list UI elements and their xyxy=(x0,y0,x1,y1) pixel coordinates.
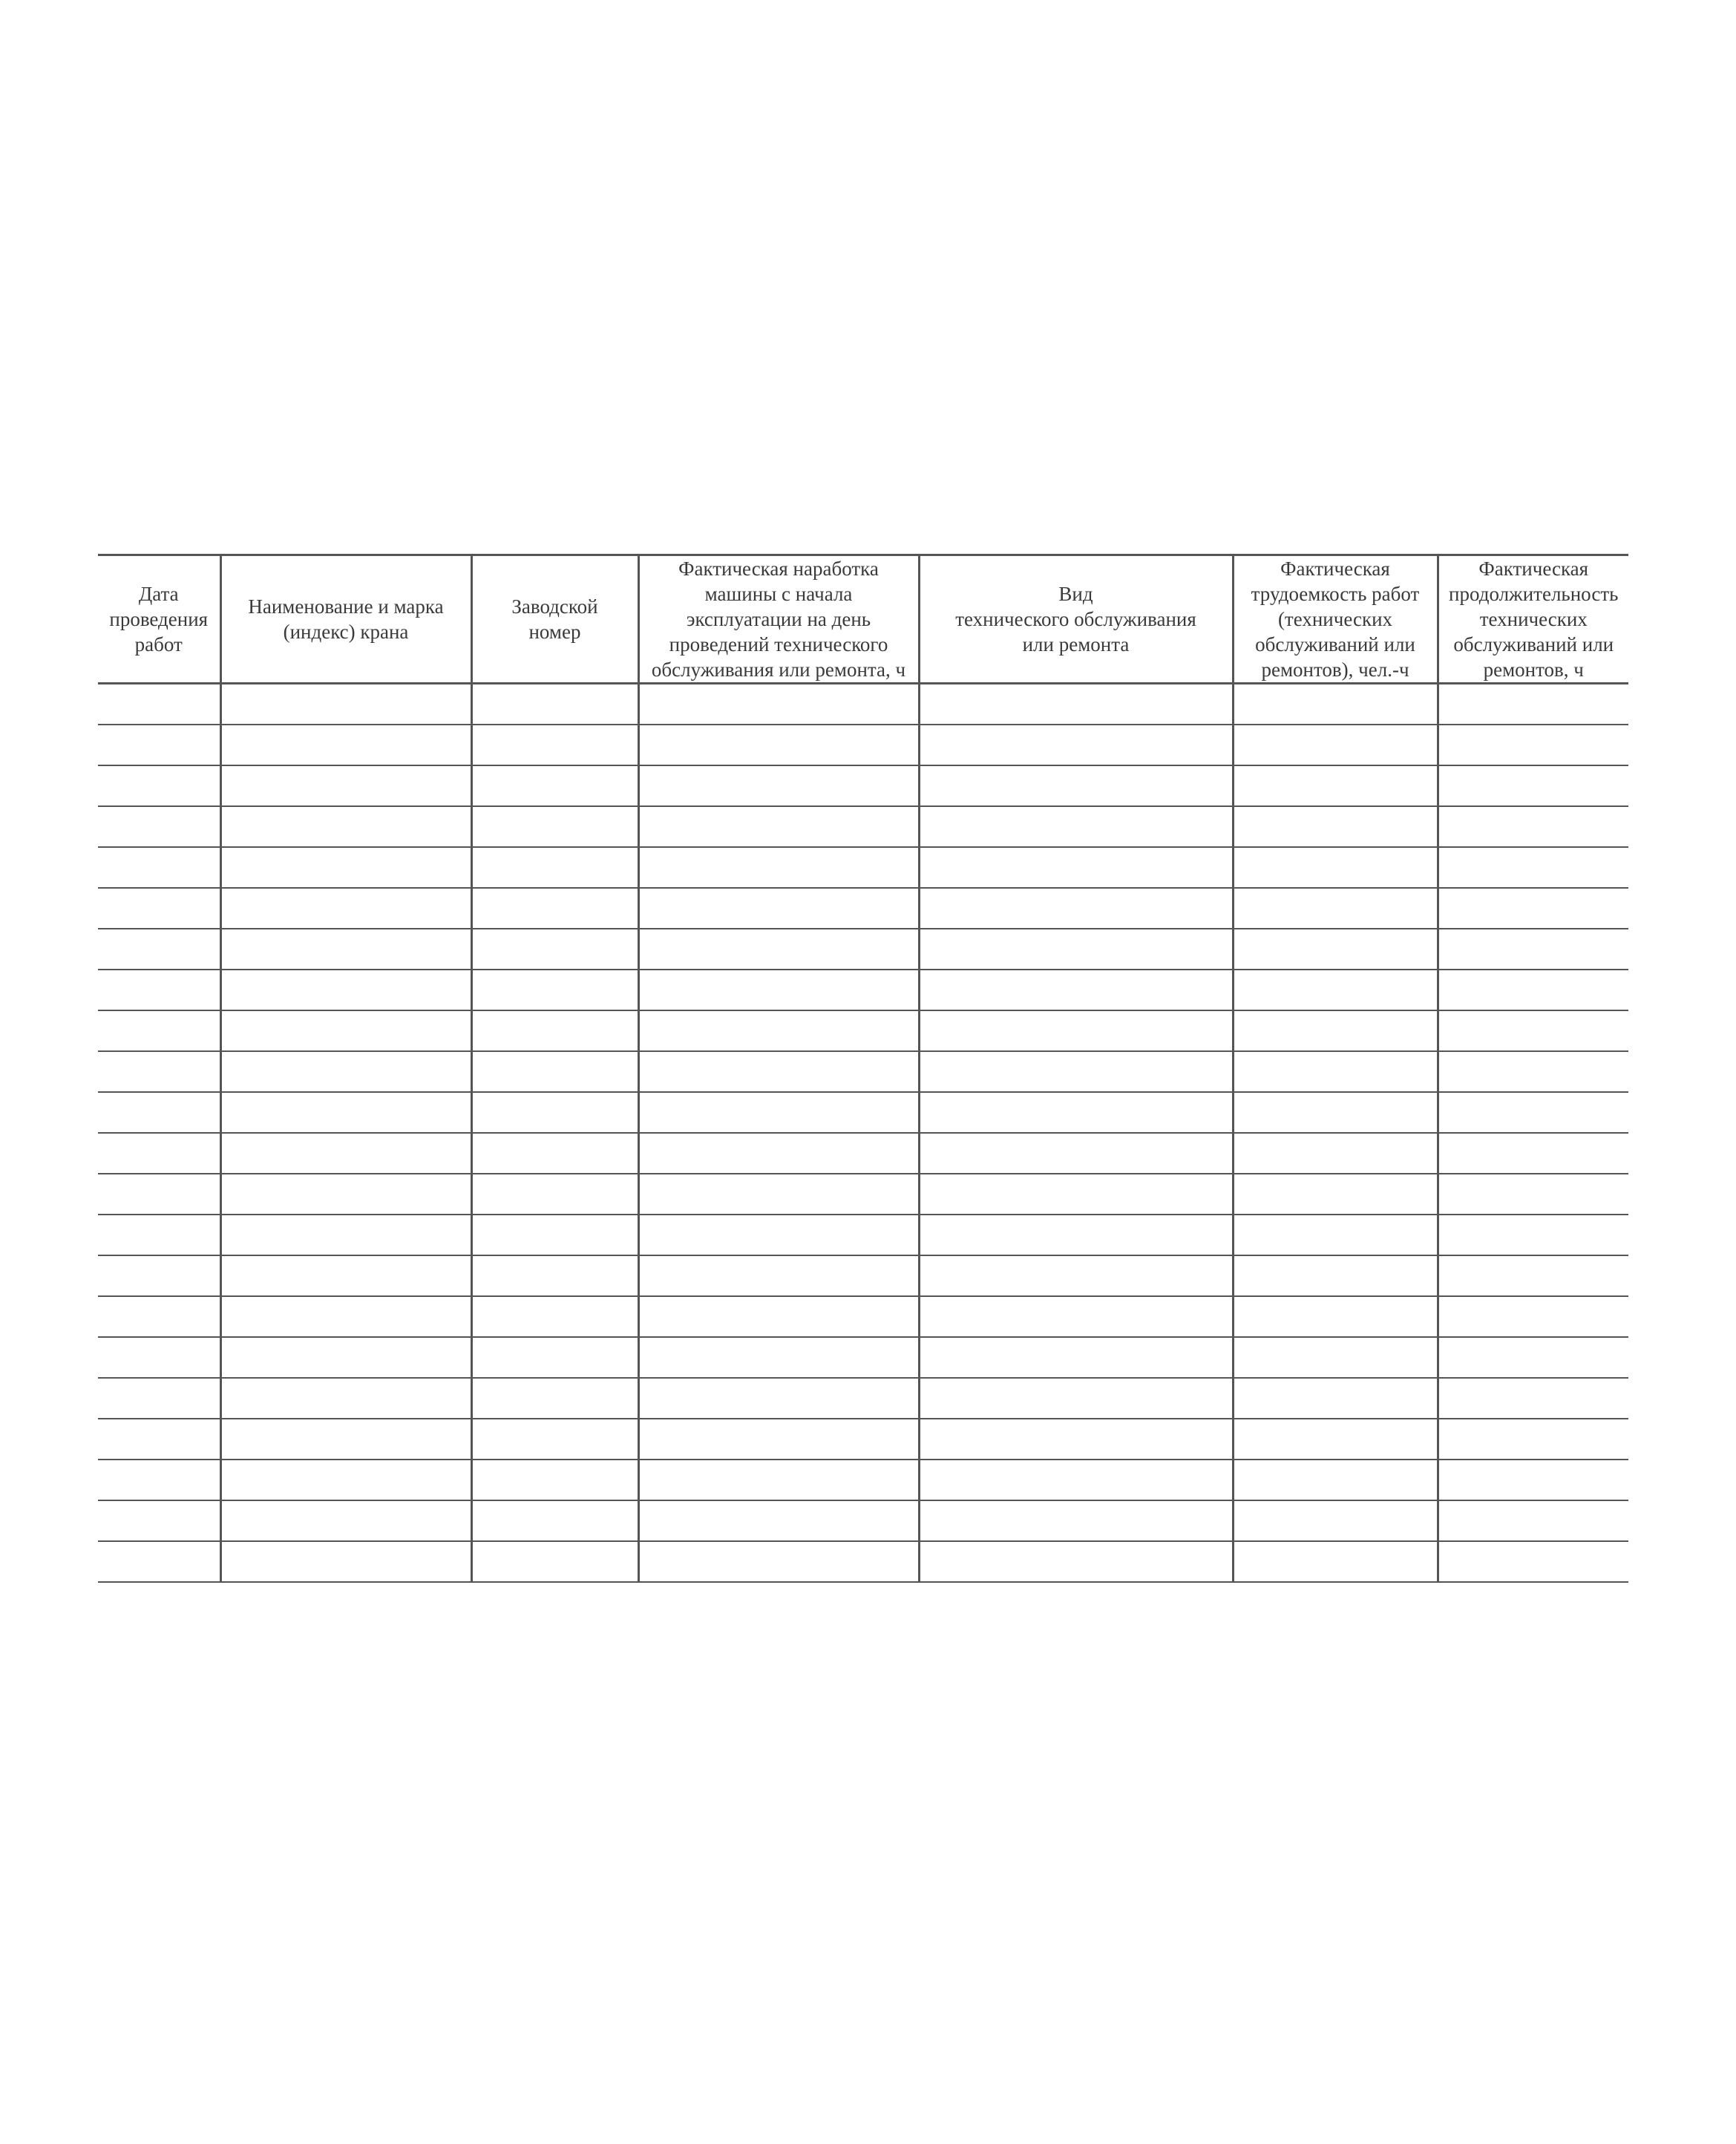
table-cell[interactable] xyxy=(1438,765,1628,806)
table-row xyxy=(98,888,1628,929)
table-cell[interactable] xyxy=(1233,1378,1438,1419)
table-cell[interactable] xyxy=(1233,1133,1438,1174)
table-row xyxy=(98,1051,1628,1092)
table-cell[interactable] xyxy=(919,1419,1233,1460)
table-cell[interactable] xyxy=(1438,725,1628,765)
table-cell[interactable] xyxy=(638,1378,919,1419)
table-row xyxy=(98,1460,1628,1500)
table-cell[interactable] xyxy=(471,1174,638,1215)
table-cell[interactable] xyxy=(220,765,471,806)
table-cell[interactable] xyxy=(919,1296,1233,1337)
table-cell[interactable] xyxy=(1438,1092,1628,1133)
table-cell[interactable] xyxy=(1438,970,1628,1010)
table-cell[interactable] xyxy=(1438,1378,1628,1419)
table-cell[interactable] xyxy=(638,1419,919,1460)
table-cell[interactable] xyxy=(1233,684,1438,725)
table-cell[interactable] xyxy=(919,1337,1233,1378)
table-cell[interactable] xyxy=(638,1133,919,1174)
table-cell[interactable] xyxy=(638,1174,919,1215)
table-cell[interactable] xyxy=(638,1092,919,1133)
table-row xyxy=(98,1255,1628,1296)
table-cell[interactable] xyxy=(919,1092,1233,1133)
table-cell[interactable] xyxy=(98,1419,220,1460)
table-cell[interactable] xyxy=(638,929,919,970)
table-cell[interactable] xyxy=(1438,1296,1628,1337)
table-cell[interactable] xyxy=(1233,1419,1438,1460)
header-labor-hours: Фактическая трудоемкость работ (технических обслуживаний или ремонтов), чел.-ч xyxy=(1233,555,1438,684)
table-cell[interactable] xyxy=(638,1010,919,1051)
table-cell[interactable] xyxy=(98,970,220,1010)
table-cell[interactable] xyxy=(919,888,1233,929)
table-cell[interactable] xyxy=(220,684,471,725)
table-cell[interactable] xyxy=(919,1378,1233,1419)
table-cell[interactable] xyxy=(98,1092,220,1133)
table-cell[interactable] xyxy=(638,1215,919,1255)
table-cell[interactable] xyxy=(919,847,1233,888)
table-row xyxy=(98,1337,1628,1378)
table-cell[interactable] xyxy=(471,1337,638,1378)
table-cell[interactable] xyxy=(638,684,919,725)
table-cell[interactable] xyxy=(98,1541,220,1582)
table-cell[interactable] xyxy=(220,1051,471,1092)
table-row xyxy=(98,970,1628,1010)
table-cell[interactable] xyxy=(1438,1174,1628,1215)
table-cell[interactable] xyxy=(220,1337,471,1378)
table-cell[interactable] xyxy=(1438,806,1628,847)
table-cell[interactable] xyxy=(638,847,919,888)
table-cell[interactable] xyxy=(471,970,638,1010)
table-cell[interactable] xyxy=(471,1460,638,1500)
table-cell[interactable] xyxy=(220,1460,471,1500)
table-row xyxy=(98,765,1628,806)
table-cell[interactable] xyxy=(98,1378,220,1419)
table-row xyxy=(98,929,1628,970)
table-cell[interactable] xyxy=(220,1010,471,1051)
header-service-type: Вид технического обслуживания или ремонта xyxy=(919,555,1233,684)
table-row xyxy=(98,1174,1628,1215)
table-cell[interactable] xyxy=(98,684,220,725)
table-cell[interactable] xyxy=(98,847,220,888)
table-cell[interactable] xyxy=(98,1255,220,1296)
header-operating-hours: Фактическая наработка машины с начала эксплуатации на день проведений технического обслуживания или ремонта, ч xyxy=(638,555,919,684)
table-cell[interactable] xyxy=(1233,1255,1438,1296)
table-row xyxy=(98,1296,1628,1337)
header-crane-name-model: Наименование и марка (индекс) крана xyxy=(220,555,471,684)
table-cell[interactable] xyxy=(220,1215,471,1255)
table-cell[interactable] xyxy=(220,1541,471,1582)
table-cell[interactable] xyxy=(220,929,471,970)
table-cell[interactable] xyxy=(919,1174,1233,1215)
table-cell[interactable] xyxy=(220,1296,471,1337)
table-row xyxy=(98,1092,1628,1133)
table-cell[interactable] xyxy=(98,888,220,929)
table-cell[interactable] xyxy=(98,725,220,765)
table-cell[interactable] xyxy=(638,970,919,1010)
table-cell[interactable] xyxy=(1233,1174,1438,1215)
table-row xyxy=(98,806,1628,847)
table-cell[interactable] xyxy=(1233,765,1438,806)
table-cell[interactable] xyxy=(638,765,919,806)
table-cell[interactable] xyxy=(1233,1541,1438,1582)
table-cell[interactable] xyxy=(98,1337,220,1378)
table-cell[interactable] xyxy=(1438,888,1628,929)
table-cell[interactable] xyxy=(1233,1215,1438,1255)
table-cell[interactable] xyxy=(98,1010,220,1051)
table-cell[interactable] xyxy=(220,888,471,929)
table-cell[interactable] xyxy=(220,806,471,847)
table-row xyxy=(98,847,1628,888)
table-cell[interactable] xyxy=(471,1010,638,1051)
table-cell[interactable] xyxy=(1438,1500,1628,1541)
table-cell[interactable] xyxy=(471,929,638,970)
table-cell[interactable] xyxy=(220,725,471,765)
table-cell[interactable] xyxy=(98,1133,220,1174)
table-row xyxy=(98,1419,1628,1460)
table-cell[interactable] xyxy=(220,1092,471,1133)
table-row xyxy=(98,1010,1628,1051)
header-serial-number: Заводской номер xyxy=(471,555,638,684)
table-cell[interactable] xyxy=(919,1541,1233,1582)
table-row xyxy=(98,1378,1628,1419)
table-row xyxy=(98,725,1628,765)
table-cell[interactable] xyxy=(1233,1051,1438,1092)
table-cell[interactable] xyxy=(919,1051,1233,1092)
table-cell[interactable] xyxy=(919,684,1233,725)
table-cell[interactable] xyxy=(638,1460,919,1500)
table-cell[interactable] xyxy=(1233,1337,1438,1378)
table-cell[interactable] xyxy=(919,725,1233,765)
table-cell[interactable] xyxy=(471,1051,638,1092)
table-cell[interactable] xyxy=(471,1255,638,1296)
header-row xyxy=(98,555,1628,684)
table-cell[interactable] xyxy=(1438,1460,1628,1500)
table-cell[interactable] xyxy=(1233,1500,1438,1541)
table-cell[interactable] xyxy=(220,1133,471,1174)
maintenance-log-table xyxy=(98,554,1628,1583)
table-cell[interactable] xyxy=(220,1174,471,1215)
table-cell[interactable] xyxy=(1438,1541,1628,1582)
table-cell[interactable] xyxy=(98,1174,220,1215)
table-cell[interactable] xyxy=(220,1419,471,1460)
table-cell[interactable] xyxy=(1233,1092,1438,1133)
table-cell[interactable] xyxy=(98,1215,220,1255)
table-cell[interactable] xyxy=(471,1092,638,1133)
table-cell[interactable] xyxy=(919,765,1233,806)
table-cell[interactable] xyxy=(919,806,1233,847)
table-cell[interactable] xyxy=(1233,1460,1438,1500)
table-cell[interactable] xyxy=(638,725,919,765)
table-cell[interactable] xyxy=(220,847,471,888)
table-cell[interactable] xyxy=(471,1378,638,1419)
table-cell[interactable] xyxy=(919,1255,1233,1296)
table-cell[interactable] xyxy=(919,1500,1233,1541)
table-cell[interactable] xyxy=(638,1255,919,1296)
table-cell[interactable] xyxy=(1438,1255,1628,1296)
table-body xyxy=(98,684,1628,1582)
table-cell[interactable] xyxy=(638,1296,919,1337)
table-cell[interactable] xyxy=(471,765,638,806)
table-row xyxy=(98,1500,1628,1541)
table-cell[interactable] xyxy=(1233,1296,1438,1337)
table-cell[interactable] xyxy=(919,1010,1233,1051)
table-cell[interactable] xyxy=(919,1460,1233,1500)
table-cell[interactable] xyxy=(98,1500,220,1541)
table-cell[interactable] xyxy=(1233,1010,1438,1051)
table-cell[interactable] xyxy=(220,1378,471,1419)
table-cell[interactable] xyxy=(471,806,638,847)
table-header xyxy=(98,555,1628,684)
table-cell[interactable] xyxy=(1438,847,1628,888)
table-cell[interactable] xyxy=(98,1051,220,1092)
table-cell[interactable] xyxy=(98,806,220,847)
table-cell[interactable] xyxy=(220,1255,471,1296)
table-cell[interactable] xyxy=(220,1500,471,1541)
table-cell[interactable] xyxy=(1233,970,1438,1010)
table-cell[interactable] xyxy=(1233,725,1438,765)
table-cell[interactable] xyxy=(638,1500,919,1541)
table-cell[interactable] xyxy=(1233,847,1438,888)
table-cell[interactable] xyxy=(471,1215,638,1255)
table-cell[interactable] xyxy=(98,929,220,970)
table-cell[interactable] xyxy=(1233,806,1438,847)
table-cell[interactable] xyxy=(919,1215,1233,1255)
table-cell[interactable] xyxy=(471,1296,638,1337)
table-cell[interactable] xyxy=(638,1051,919,1092)
table-cell[interactable] xyxy=(1438,929,1628,970)
table-cell[interactable] xyxy=(638,888,919,929)
table-cell[interactable] xyxy=(638,1541,919,1582)
table-row xyxy=(98,1133,1628,1174)
table-cell[interactable] xyxy=(220,970,471,1010)
table-cell[interactable] xyxy=(1233,888,1438,929)
table-cell[interactable] xyxy=(471,888,638,929)
table-row xyxy=(98,1215,1628,1255)
header-duration: Фактическая продолжительность технических обслуживаний или ремонтов, ч xyxy=(1438,555,1628,684)
table-cell[interactable] xyxy=(98,1460,220,1500)
table-cell[interactable] xyxy=(1438,1419,1628,1460)
table-cell[interactable] xyxy=(638,1337,919,1378)
table-cell[interactable] xyxy=(98,765,220,806)
table-cell[interactable] xyxy=(1438,1051,1628,1092)
table-row xyxy=(98,1541,1628,1582)
table-cell[interactable] xyxy=(471,1500,638,1541)
table-cell[interactable] xyxy=(471,684,638,725)
table-cell[interactable] xyxy=(638,806,919,847)
header-date: Дата проведения работ xyxy=(98,555,220,684)
table-cell[interactable] xyxy=(919,1133,1233,1174)
table-cell[interactable] xyxy=(471,725,638,765)
table-cell[interactable] xyxy=(1438,684,1628,725)
table-cell[interactable] xyxy=(1438,1215,1628,1255)
table-cell[interactable] xyxy=(1438,1010,1628,1051)
table-cell[interactable] xyxy=(471,1419,638,1460)
table-cell[interactable] xyxy=(1438,1133,1628,1174)
table-cell[interactable] xyxy=(1233,929,1438,970)
table-cell[interactable] xyxy=(471,1541,638,1582)
table-row xyxy=(98,684,1628,725)
table-cell[interactable] xyxy=(471,847,638,888)
table-cell[interactable] xyxy=(919,970,1233,1010)
table-cell[interactable] xyxy=(98,1296,220,1337)
table-cell[interactable] xyxy=(471,1133,638,1174)
table-cell[interactable] xyxy=(1438,1337,1628,1378)
table-cell[interactable] xyxy=(919,929,1233,970)
